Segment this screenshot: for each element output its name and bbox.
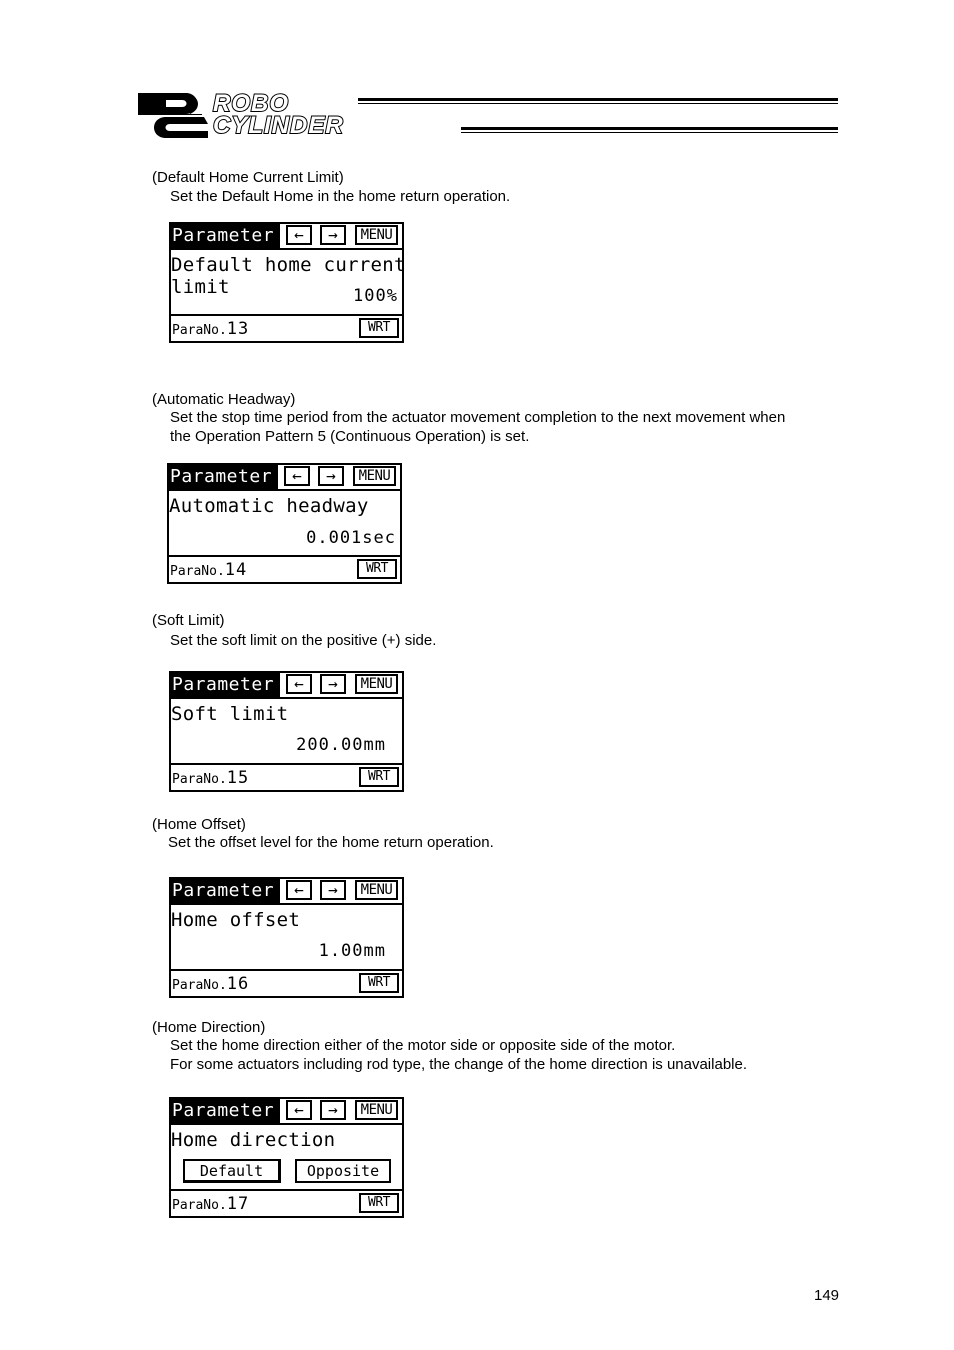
rc-logo-mark-icon <box>136 90 212 140</box>
section-description: Set the offset level for the home return operation. <box>168 834 494 851</box>
logo-rule-top-1 <box>358 98 838 101</box>
section-description: Set the soft limit on the positive (+) side. <box>170 632 437 649</box>
parano-prefix: ParaNo. <box>172 772 227 787</box>
section-description: Set the Default Home in the home return operation. <box>170 188 511 205</box>
previous-arrow-button[interactable]: ← <box>286 674 312 694</box>
parameter-number <box>172 975 249 995</box>
parameter-label: Default home current limit <box>171 254 406 298</box>
lcd-title: Parameter <box>171 879 280 903</box>
logo-rule-bottom-1 <box>461 127 838 130</box>
section-description: For some actuators including rod type, the change of the home direction is unavailable. <box>170 1056 748 1073</box>
parano-value: 15 <box>226 768 250 788</box>
parameter-value[interactable]: 1.00mm <box>318 941 386 961</box>
lcd-title-bar <box>169 465 400 491</box>
section-description: Set the home direction either of the motor side or opposite side of the motor. <box>170 1037 676 1054</box>
lcd-screen-soft-limit <box>169 671 404 792</box>
section-description: the Operation Pattern 5 (Continuous Operation) is set. <box>170 428 530 445</box>
parano-value: 17 <box>226 1194 250 1214</box>
lcd-footer <box>171 1189 402 1216</box>
parano-prefix: ParaNo. <box>172 1198 227 1213</box>
lcd-title: Parameter <box>171 224 280 248</box>
opposite-direction-button[interactable]: Opposite <box>295 1159 391 1183</box>
menu-button[interactable]: MENU <box>355 880 398 900</box>
logo-rule-top-2 <box>358 103 838 104</box>
lcd-title-bar <box>171 224 402 250</box>
previous-arrow-button[interactable]: ← <box>286 880 312 900</box>
parameter-label: Soft limit <box>171 703 289 725</box>
write-button[interactable]: WRT <box>359 767 399 787</box>
write-button[interactable]: WRT <box>359 318 399 338</box>
next-arrow-button[interactable]: → <box>320 674 346 694</box>
parano-value: 14 <box>224 560 248 580</box>
section-heading: (Home Direction) <box>152 1019 266 1036</box>
section-description: Set the stop time period from the actuator movement completion to the next movement when <box>170 409 786 426</box>
lcd-footer <box>169 555 400 582</box>
section-heading: (Home Offset) <box>152 816 246 833</box>
lcd-footer <box>171 314 402 341</box>
lcd-title-bar <box>171 879 402 905</box>
menu-button[interactable]: MENU <box>355 674 398 694</box>
parameter-value[interactable]: 100% <box>353 286 398 306</box>
menu-button[interactable]: MENU <box>355 225 398 245</box>
previous-arrow-button[interactable]: ← <box>286 225 312 245</box>
parano-prefix: ParaNo. <box>172 978 227 993</box>
lcd-title: Parameter <box>171 673 280 697</box>
previous-arrow-button[interactable]: ← <box>286 1100 312 1120</box>
menu-button[interactable]: MENU <box>353 466 396 486</box>
parano-value: 13 <box>226 319 250 339</box>
parano-value: 16 <box>226 974 250 994</box>
logo-text-cylinder: CYLINDER <box>213 112 344 139</box>
logo-rule-bottom-2 <box>461 132 838 133</box>
menu-button[interactable]: MENU <box>355 1100 398 1120</box>
parameter-number <box>172 1195 249 1215</box>
lcd-title: Parameter <box>171 1099 280 1123</box>
parameter-number <box>172 320 249 340</box>
lcd-title-bar <box>171 673 402 699</box>
previous-arrow-button[interactable]: ← <box>284 466 310 486</box>
default-direction-button[interactable]: Default <box>183 1159 281 1183</box>
logo-text-robo: ROBO <box>213 90 289 117</box>
next-arrow-button[interactable]: → <box>318 466 344 486</box>
parameter-number <box>172 769 249 789</box>
parameter-value[interactable]: 200.00mm <box>296 735 386 755</box>
lcd-title: Parameter <box>169 465 278 489</box>
lcd-footer <box>171 969 402 996</box>
write-button[interactable]: WRT <box>357 559 397 579</box>
parano-prefix: ParaNo. <box>172 323 227 338</box>
page-number: 149 <box>814 1287 840 1304</box>
lcd-footer <box>171 763 402 790</box>
lcd-screen-automatic-headway <box>167 463 402 584</box>
write-button[interactable]: WRT <box>359 1193 399 1213</box>
next-arrow-button[interactable]: → <box>320 880 346 900</box>
next-arrow-button[interactable]: → <box>320 225 346 245</box>
parano-prefix: ParaNo. <box>170 564 225 579</box>
section-heading: (Automatic Headway) <box>152 391 296 408</box>
parameter-label: Automatic headway <box>169 495 369 517</box>
parameter-value[interactable]: 0.001sec <box>306 528 396 548</box>
lcd-title-bar <box>171 1099 402 1125</box>
section-heading: (Default Home Current Limit) <box>152 169 344 186</box>
parameter-label: Home direction <box>171 1129 336 1151</box>
lcd-screen-home-direction <box>169 1097 404 1218</box>
robo-cylinder-logo <box>136 90 841 140</box>
next-arrow-button[interactable]: → <box>320 1100 346 1120</box>
section-heading: (Soft Limit) <box>152 612 225 629</box>
parameter-label: Home offset <box>171 909 301 931</box>
write-button[interactable]: WRT <box>359 973 399 993</box>
lcd-screen-default-home-current-limit <box>169 222 404 343</box>
lcd-screen-home-offset <box>169 877 404 998</box>
parameter-number <box>170 561 247 581</box>
